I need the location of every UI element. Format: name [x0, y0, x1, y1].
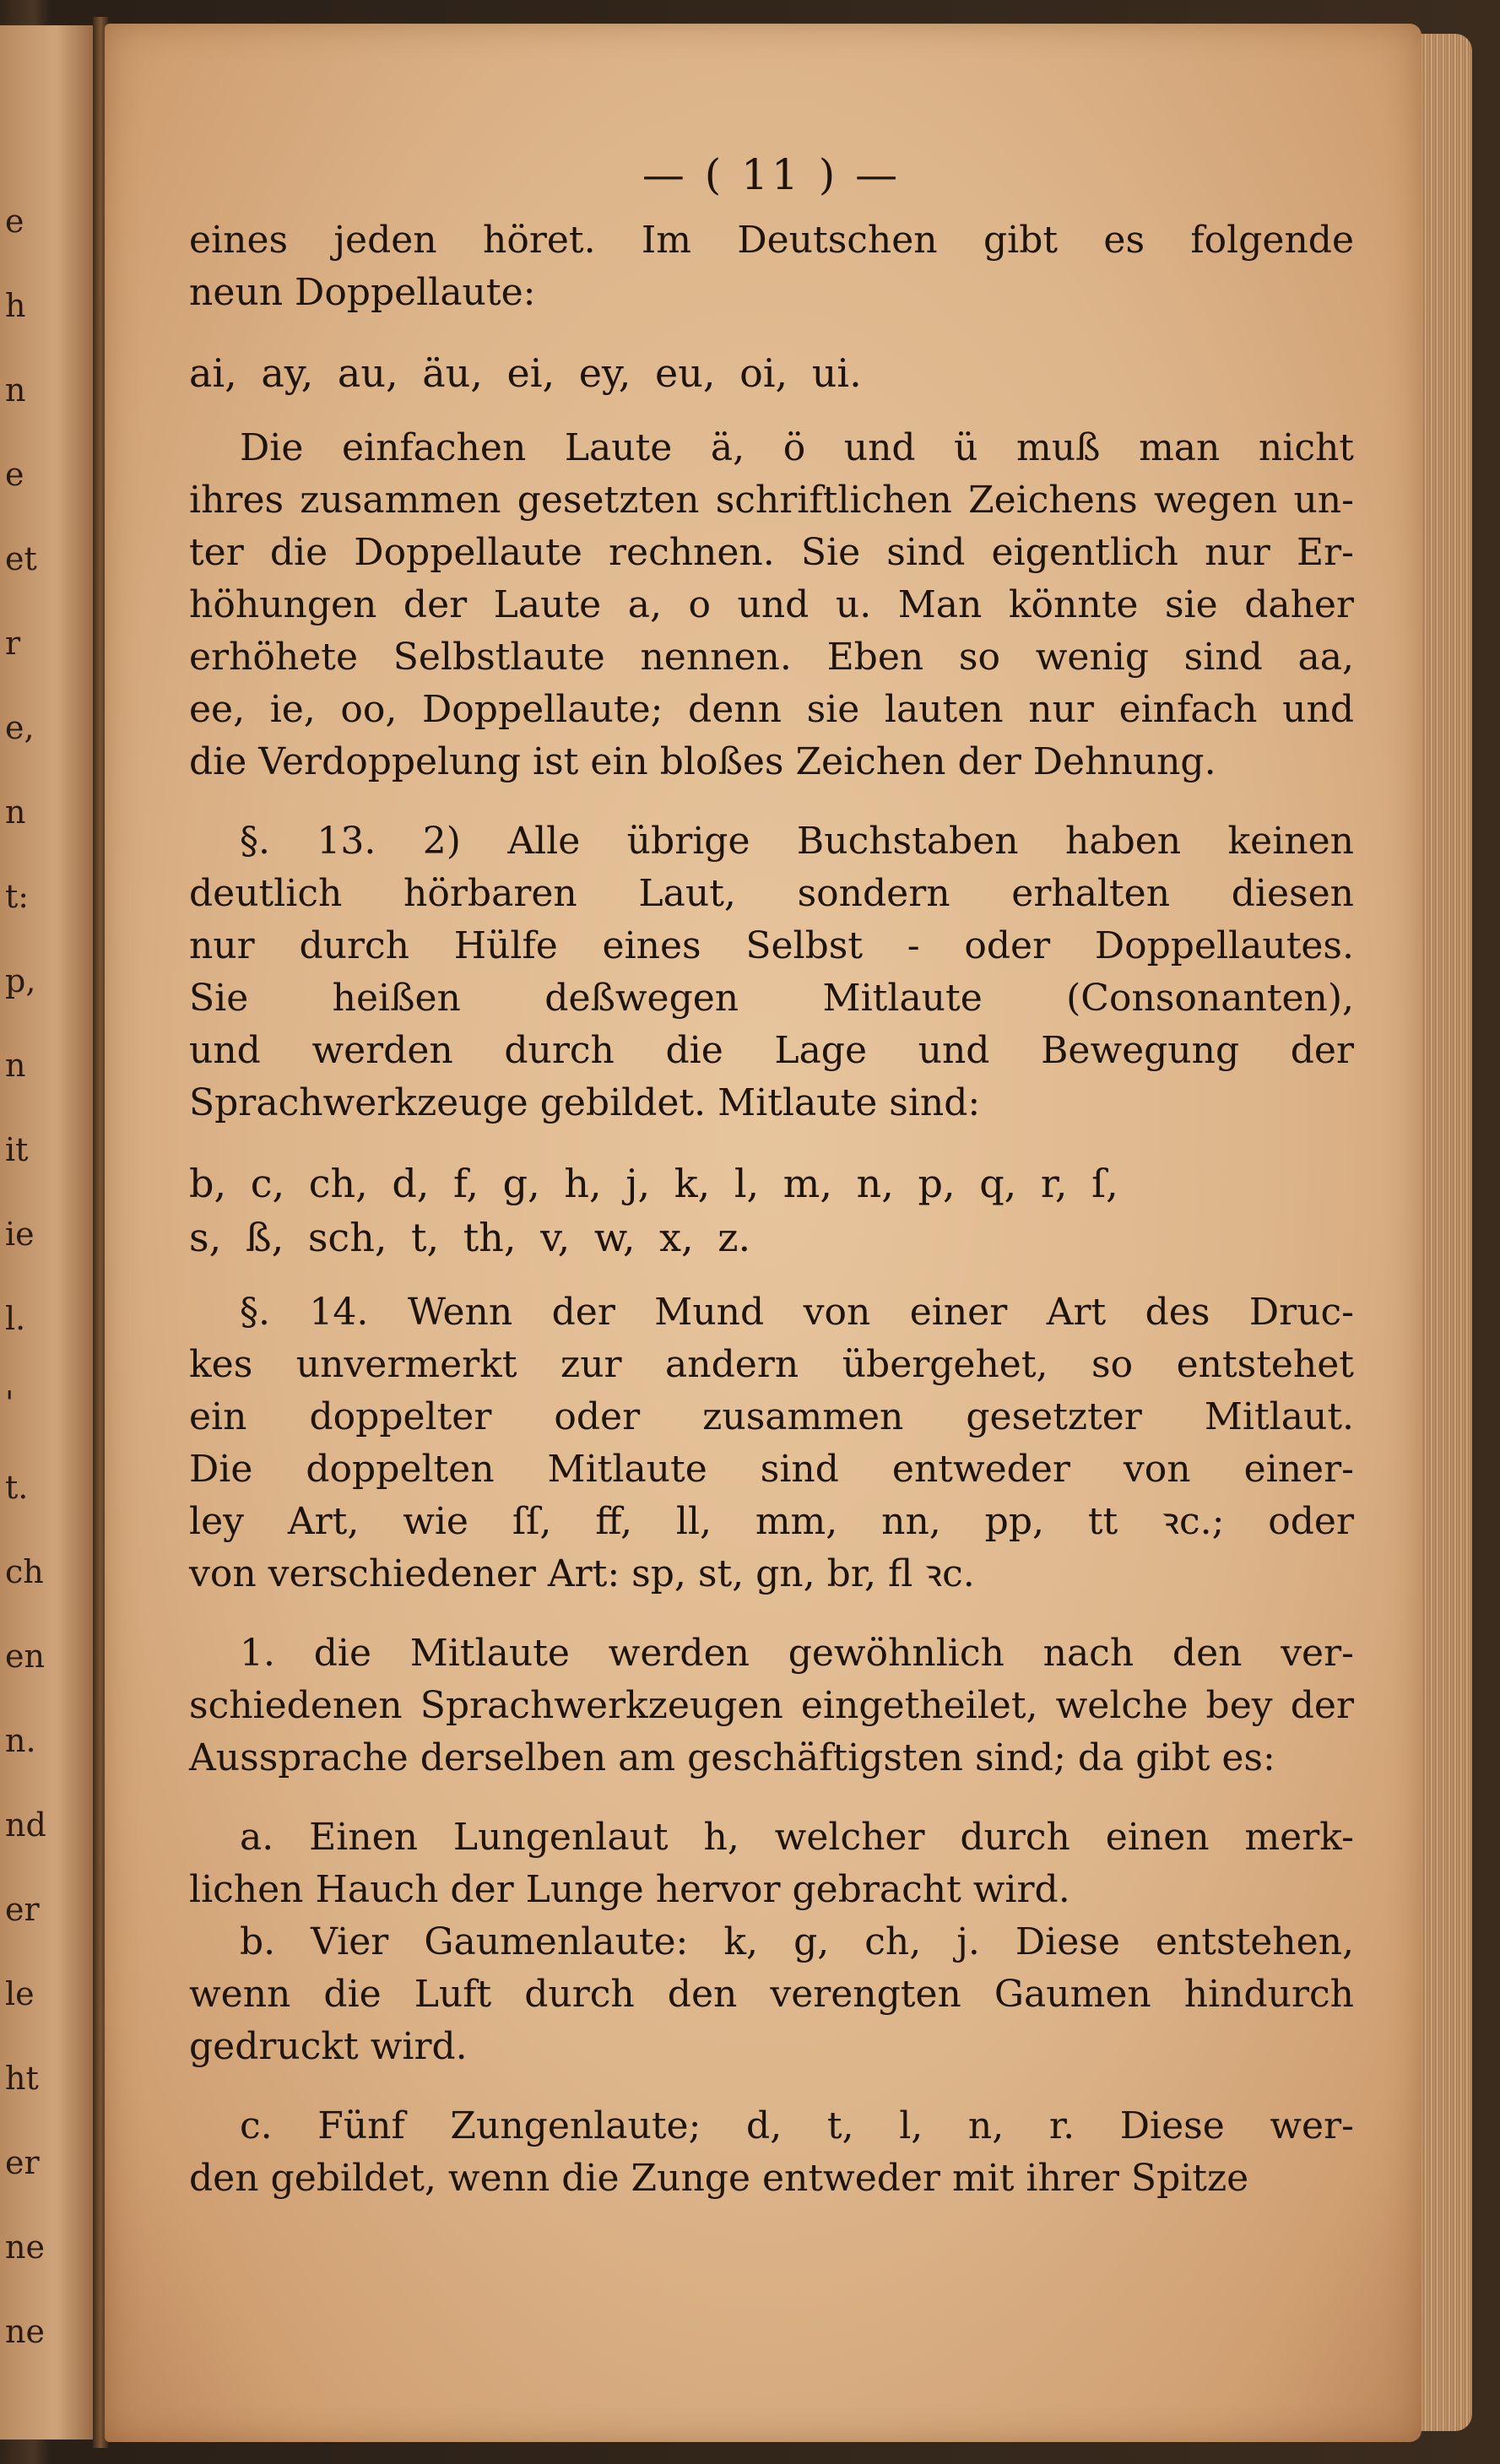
paragraph-umlaut: [189, 422, 1354, 788]
page-edges: [1421, 34, 1472, 2431]
text-line: Sprachwerkzeuge gebildet. Mitlaute sind:: [189, 1081, 981, 1124]
text-line: eines jeden höret. Im Deutschen gibt es folgende: [189, 219, 1354, 262]
consonant-list-line: b, c, ch, d, f, g, h, j, k, l, m, n, p, q, r, ſ,: [189, 1161, 1118, 1206]
text-line: gedruckt wird.: [189, 2025, 468, 2068]
consonant-list-line: s, ß, sch, t, th, v, w, x, z.: [189, 1215, 751, 1260]
facing-page-fragment: n: [5, 793, 26, 831]
text-line: §. 14. Wenn der Mund von einer Art des Druc-: [240, 1291, 1354, 1334]
facing-page-fragment: ne: [5, 2228, 45, 2266]
text-line: c. Fünf Zungenlaute; d, t, l, n, r. Diese wer-: [240, 2104, 1354, 2147]
paragraph-lung-palate: [189, 1811, 1354, 2073]
text-line: die Verdoppelung ist ein bloßes Zeichen der Dehnung.: [189, 740, 1216, 783]
text-line: Die einfachen Laute ä, ö und ü muß man nicht: [240, 426, 1354, 469]
text-line: kes unvermerkt zur andern übergehet, so entstehet: [189, 1343, 1354, 1386]
text-line: Die doppelten Mitlaute sind entweder von einer-: [189, 1448, 1354, 1491]
text-line: ein doppelter oder zusammen gesetzter Mitlaut.: [189, 1395, 1354, 1438]
paragraph-section-14: [189, 1286, 1354, 1600]
facing-page-fragment: t.: [5, 1469, 29, 1506]
text-line: ley Art, wie ſſ, ff, ll, mm, nn, pp, tt ꝛc.; oder: [189, 1500, 1354, 1543]
left-facing-page: [0, 25, 95, 2440]
diphthong-list: ai, ay, au, äu, ei, ey, eu, oi, ui.: [189, 350, 862, 396]
paragraph-section-13: [189, 815, 1354, 1129]
facing-page-fragment: ': [5, 1384, 14, 1422]
facing-page-fragment: n: [5, 371, 26, 409]
page-number: — ( 11 ) —: [642, 150, 902, 199]
facing-page-fragment: ie: [5, 1216, 35, 1253]
facing-page-fragment: n.: [5, 1722, 36, 1759]
text-line: neun Doppellaute:: [189, 271, 536, 314]
facing-page-fragment: e: [5, 203, 24, 240]
facing-page-fragment: t:: [5, 878, 30, 915]
paragraph-intro: [189, 214, 1354, 319]
book-page: [105, 24, 1421, 2442]
facing-page-fragment: it: [5, 1131, 29, 1168]
text-line: Sie heißen deßwegen Mitlaute (Consonanten),: [189, 977, 1354, 1020]
text-line: a. Einen Lungenlaut h, welcher durch einen merk-: [240, 1816, 1354, 1859]
text-line: von verschiedener Art: sp, st, gn, br, fl ꝛc.: [189, 1552, 975, 1595]
facing-page-fragment: er: [5, 2144, 40, 2181]
text-line: nur durch Hülfe eines Selbst - oder Doppellautes.: [189, 924, 1354, 967]
text-line: lichen Hauch der Lunge hervor gebracht wird.: [189, 1868, 1070, 1911]
facing-page-fragment: et: [5, 540, 37, 577]
text-line: den gebildet, wenn die Zunge entweder mit ihrer Spitze: [189, 2157, 1249, 2200]
text-line: b. Vier Gaumenlaute: k, g, ch, j. Diese entstehen,: [240, 1920, 1354, 1963]
text-line: wenn die Luft durch den verengten Gaumen hindurch: [189, 1973, 1354, 2016]
text-line: höhungen der Laute a, o und u. Man könnte sie daher: [189, 583, 1354, 626]
text-line: und werden durch die Lage und Bewegung der: [189, 1029, 1354, 1072]
text-line: ter die Doppellaute rechnen. Sie sind eigentlich nur Er-: [189, 531, 1354, 574]
text-line: erhöhete Selbstlaute nennen. Eben so wenig sind aa,: [189, 636, 1354, 679]
text-line: 1. die Mitlaute werden gewöhnlich nach den ver-: [240, 1632, 1354, 1675]
facing-page-fragment: e: [5, 456, 24, 493]
facing-page-fragment: n: [5, 1047, 26, 1084]
facing-page-fragment: er: [5, 1891, 40, 1928]
text-line: Aussprache derselben am geschäftigsten sind; da gibt es:: [189, 1736, 1275, 1779]
facing-page-fragment: nd: [5, 1806, 46, 1844]
text-line: §. 13. 2) Alle übrige Buchstaben haben keinen: [240, 820, 1354, 863]
facing-page-fragment: en: [5, 1638, 45, 1675]
text-line: schiedenen Sprachwerkzeugen eingetheilet, welche bey der: [189, 1684, 1354, 1727]
facing-page-fragment: e,: [5, 709, 35, 746]
facing-page-fragment: ne: [5, 2313, 45, 2350]
facing-page-fragment: ch: [5, 1553, 44, 1590]
facing-page-fragment: l.: [5, 1300, 26, 1337]
text-line: ihres zusammen gesetzten schriftlichen Zeichens wegen un-: [189, 479, 1354, 522]
consonant-list: [189, 1156, 1354, 1264]
paragraph-classification: [189, 1627, 1354, 1784]
paragraph-tongue: [189, 2100, 1354, 2205]
facing-page-fragment: le: [5, 1975, 35, 2012]
text-line: deutlich hörbaren Laut, sondern erhalten diesen: [189, 872, 1354, 915]
facing-page-fragment: r: [5, 625, 21, 662]
facing-page-fragment: ht: [5, 2060, 39, 2097]
facing-page-fragment: h: [5, 287, 26, 324]
facing-page-fragment: p,: [5, 962, 36, 999]
text-line: ee, ie, oo, Doppellaute; denn sie lauten nur einfach und: [189, 688, 1354, 731]
page-text: [189, 150, 1354, 2232]
